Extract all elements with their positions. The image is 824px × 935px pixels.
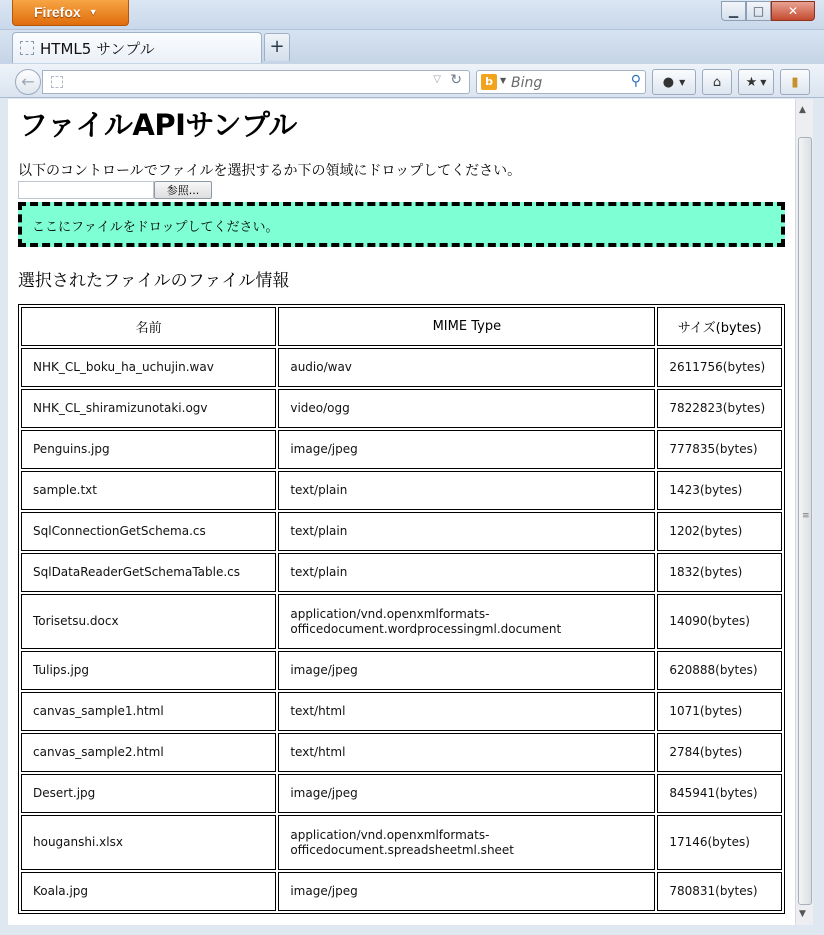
mime-type-cell: text/plain: [278, 553, 655, 592]
file-name-cell: Penguins.jpg: [21, 430, 276, 469]
bing-engine-icon[interactable]: b: [481, 74, 497, 90]
reload-icon[interactable]: ↻: [450, 72, 462, 88]
addon-button[interactable]: [780, 69, 810, 95]
file-name-cell: Torisetsu.docx: [21, 594, 276, 649]
file-size-cell: 1832(bytes): [657, 553, 782, 592]
search-bar[interactable]: [476, 70, 646, 94]
file-name-cell: SqlDataReaderGetSchemaTable.cs: [21, 553, 276, 592]
section-title: 選択されたファイルのファイル情報: [18, 271, 290, 291]
mime-type-cell: audio/wav: [278, 348, 655, 387]
file-name-cell: sample.txt: [21, 471, 276, 510]
table-row: [21, 512, 782, 551]
new-tab-button[interactable]: +: [264, 33, 290, 61]
file-info-table-wrapper: [18, 304, 785, 914]
chevron-down-icon: ▼: [679, 77, 686, 87]
mime-type-cell: application/vnd.openxmlformats-officedocument.spreadsheetml.sheet: [278, 815, 655, 870]
table-row: [21, 553, 782, 592]
status-bar: [0, 925, 824, 935]
tab-html5-sample[interactable]: [12, 32, 262, 63]
mime-type-cell: text/plain: [278, 512, 655, 551]
file-name-cell: canvas_sample2.html: [21, 733, 276, 772]
scrollbar-thumb[interactable]: [798, 137, 812, 905]
table-row: [21, 872, 782, 911]
chevron-down-icon: ▼: [88, 7, 98, 17]
title-bar: [0, 0, 824, 30]
browse-button[interactable]: 参照...: [154, 181, 212, 199]
column-header-name: 名前: [21, 307, 276, 346]
drop-zone-label: ここにファイルをドロップしてください。: [32, 220, 279, 235]
file-name-cell: houganshi.xlsx: [21, 815, 276, 870]
navigation-toolbar: [0, 64, 824, 98]
blank-page-icon: [20, 41, 34, 55]
table-row: [21, 594, 782, 649]
file-name-cell: NHK_CL_shiramizunotaki.ogv: [21, 389, 276, 428]
addon-icon: ▮: [791, 74, 799, 90]
speech-bubble-icon: ●: [662, 74, 675, 90]
mime-type-cell: video/ogg: [278, 389, 655, 428]
file-size-cell: 780831(bytes): [657, 872, 782, 911]
file-name-cell: canvas_sample1.html: [21, 692, 276, 731]
bookmarks-button[interactable]: [738, 69, 774, 95]
page-title: ファイルAPIサンプル: [19, 108, 297, 142]
url-bar[interactable]: [42, 70, 470, 94]
file-size-cell: 2611756(bytes): [657, 348, 782, 387]
mime-type-cell: text/plain: [278, 471, 655, 510]
file-name-cell: Tulips.jpg: [21, 651, 276, 690]
site-identity-icon[interactable]: [51, 76, 63, 88]
scroll-down-icon[interactable]: ▼: [799, 909, 806, 919]
speech-bubble-button[interactable]: [652, 69, 696, 95]
table-row: [21, 774, 782, 813]
file-size-cell: 7822823(bytes): [657, 389, 782, 428]
window-controls: [721, 1, 815, 21]
mime-type-cell: text/html: [278, 733, 655, 772]
table-row: [21, 815, 782, 870]
grip-icon: ≡: [802, 511, 810, 521]
file-size-cell: 14090(bytes): [657, 594, 782, 649]
search-icon[interactable]: ⚲: [630, 73, 641, 89]
back-button[interactable]: [15, 69, 41, 95]
tab-bar: [0, 30, 824, 64]
file-size-cell: 17146(bytes): [657, 815, 782, 870]
table-row: [21, 389, 782, 428]
file-name-cell: SqlConnectionGetSchema.cs: [21, 512, 276, 551]
chevron-down-icon: ▼: [760, 77, 767, 87]
close-button[interactable]: ✕: [771, 1, 815, 21]
file-size-cell: 845941(bytes): [657, 774, 782, 813]
file-name-cell: Koala.jpg: [21, 872, 276, 911]
maximize-button[interactable]: □: [746, 1, 771, 21]
file-info-table: [18, 304, 785, 914]
home-icon: ⌂: [712, 74, 722, 90]
table-row: [21, 651, 782, 690]
column-header-mime-type: MIME Type: [278, 307, 655, 346]
scroll-up-icon[interactable]: ▲: [799, 105, 806, 115]
page-viewport: [8, 99, 795, 925]
minimize-button[interactable]: ▁: [721, 1, 746, 21]
file-name-cell: NHK_CL_boku_ha_uchujin.wav: [21, 348, 276, 387]
instruction-text: 以下のコントロールでファイルを選択するか下の領域にドロップしてください。: [18, 163, 522, 179]
file-size-cell: 620888(bytes): [657, 651, 782, 690]
file-size-cell: 2784(bytes): [657, 733, 782, 772]
engine-dropdown-icon[interactable]: ▼: [500, 76, 507, 85]
file-input-field[interactable]: [18, 181, 154, 199]
table-row: [21, 430, 782, 469]
firefox-menu-button[interactable]: [12, 0, 129, 26]
drop-zone[interactable]: [18, 202, 785, 247]
firefox-menu-label: Firefox: [34, 4, 81, 20]
mime-type-cell: text/html: [278, 692, 655, 731]
back-arrow-icon: ←: [21, 72, 35, 91]
home-button[interactable]: [702, 69, 732, 95]
table-header-row: [21, 307, 782, 346]
mime-type-cell: image/jpeg: [278, 774, 655, 813]
file-size-cell: 1071(bytes): [657, 692, 782, 731]
mime-type-cell: image/jpeg: [278, 651, 655, 690]
vertical-scrollbar[interactable]: [795, 99, 813, 925]
file-name-cell: Desert.jpg: [21, 774, 276, 813]
table-row: [21, 733, 782, 772]
mime-type-cell: image/jpeg: [278, 430, 655, 469]
search-input[interactable]: [511, 74, 621, 91]
history-dropdown-icon[interactable]: ▽: [433, 74, 441, 85]
url-input[interactable]: [71, 73, 431, 91]
table-row: [21, 471, 782, 510]
table-row: [21, 692, 782, 731]
mime-type-cell: application/vnd.openxmlformats-officedocument.wordprocessingml.document: [278, 594, 655, 649]
bookmark-star-icon: ★: [745, 74, 758, 90]
table-row: [21, 348, 782, 387]
file-size-cell: 1202(bytes): [657, 512, 782, 551]
file-size-cell: 777835(bytes): [657, 430, 782, 469]
file-size-cell: 1423(bytes): [657, 471, 782, 510]
column-header-size: サイズ(bytes): [657, 307, 782, 346]
mime-type-cell: image/jpeg: [278, 872, 655, 911]
tab-title: HTML5 サンプル: [40, 39, 155, 58]
